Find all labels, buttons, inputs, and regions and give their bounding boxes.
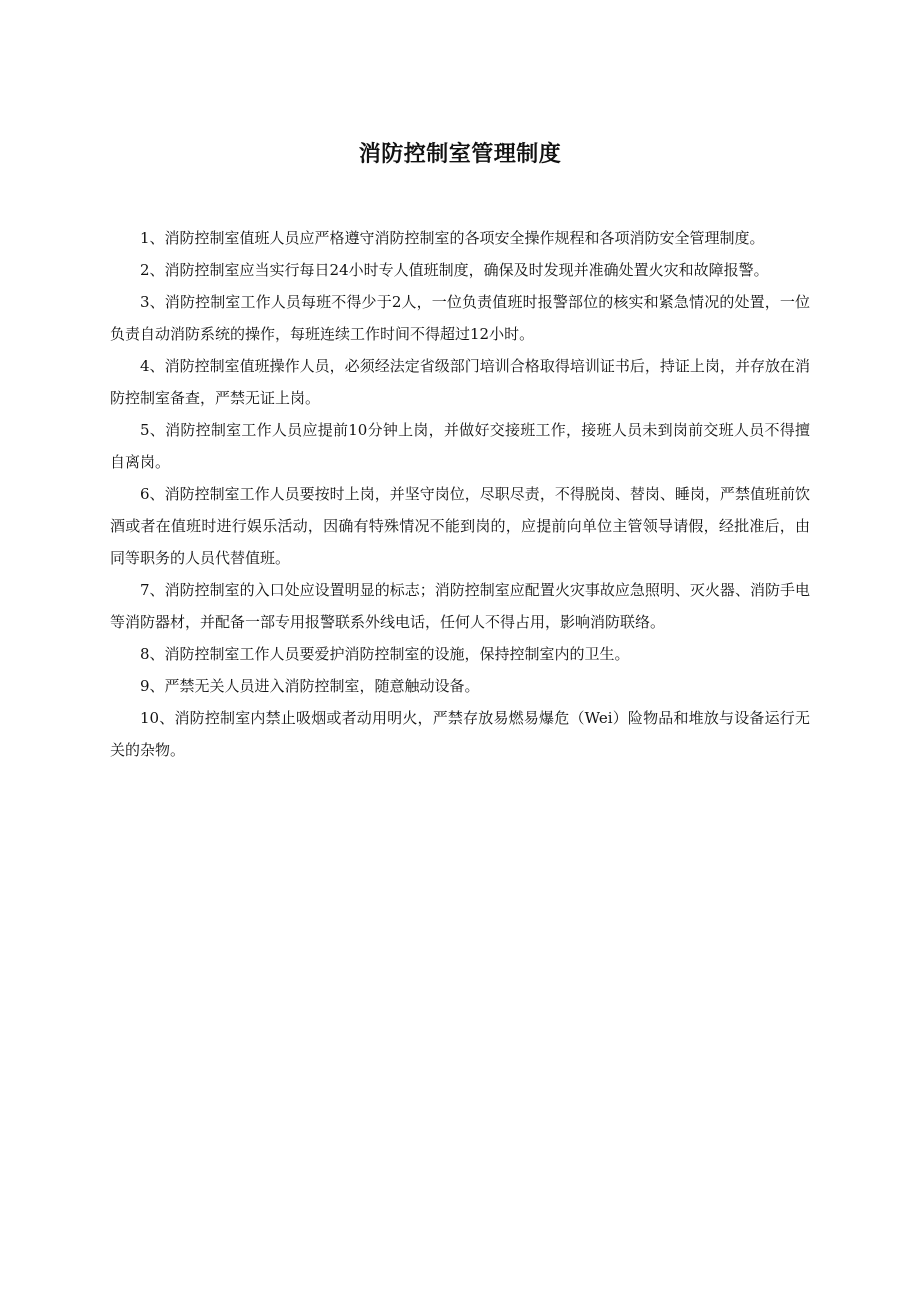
rule-paragraph-10: 10、消防控制室内禁止吸烟或者动用明火，严禁存放易燃易爆危（Wei）险物品和堆放与设备运行无关的杂物。 [110,709,810,759]
rule-paragraph-5: 5、消防控制室工作人员应提前10分钟上岗，并做好交接班工作，接班人员未到岗前交班人员不得擅自离岗。 [110,421,810,471]
rule-paragraph-2: 2、消防控制室应当实行每日24小时专人值班制度，确保及时发现并准确处置火灾和故障报警。 [140,261,769,279]
rule-paragraph-1: 1、消防控制室值班人员应严格遵守消防控制室的各项安全操作规程和各项消防安全管理制度。 [140,229,765,247]
rule-paragraph-8: 8、消防控制室工作人员要爱护消防控制室的设施，保持控制室内的卫生。 [140,645,630,663]
rule-paragraph-9: 9、严禁无关人员进入消防控制室，随意触动设备。 [140,677,480,695]
document-title: 消防控制室管理制度 [358,142,562,167]
rule-paragraph-7: 7、消防控制室的入口处应设置明显的标志；消防控制室应配置火灾事故应急照明、灭火器、消防手电等消防器材，并配备一部专用报警联系外线电话，任何人不得占用，影响消防联络。 [110,581,810,631]
document-body [110,222,810,766]
rule-paragraph-6: 6、消防控制室工作人员要按时上岗，并坚守岗位，尽职尽责，不得脱岗、替岗、睡岗，严禁值班前饮酒或者在值班时进行娱乐活动，因确有特殊情况不能到岗的，应提前向单位主管领导请假，经批准后，由同等职务的人员代替值班。 [110,485,810,567]
rule-paragraph-3: 3、消防控制室工作人员每班不得少于2人，一位负责值班时报警部位的核实和紧急情况的处置，一位负责自动消防系统的操作，每班连续工作时间不得超过12小时。 [110,293,810,343]
rule-paragraph-4: 4、消防控制室值班操作人员，必须经法定省级部门培训合格取得培训证书后，持证上岗，并存放在消防控制室备查，严禁无证上岗。 [110,357,810,407]
